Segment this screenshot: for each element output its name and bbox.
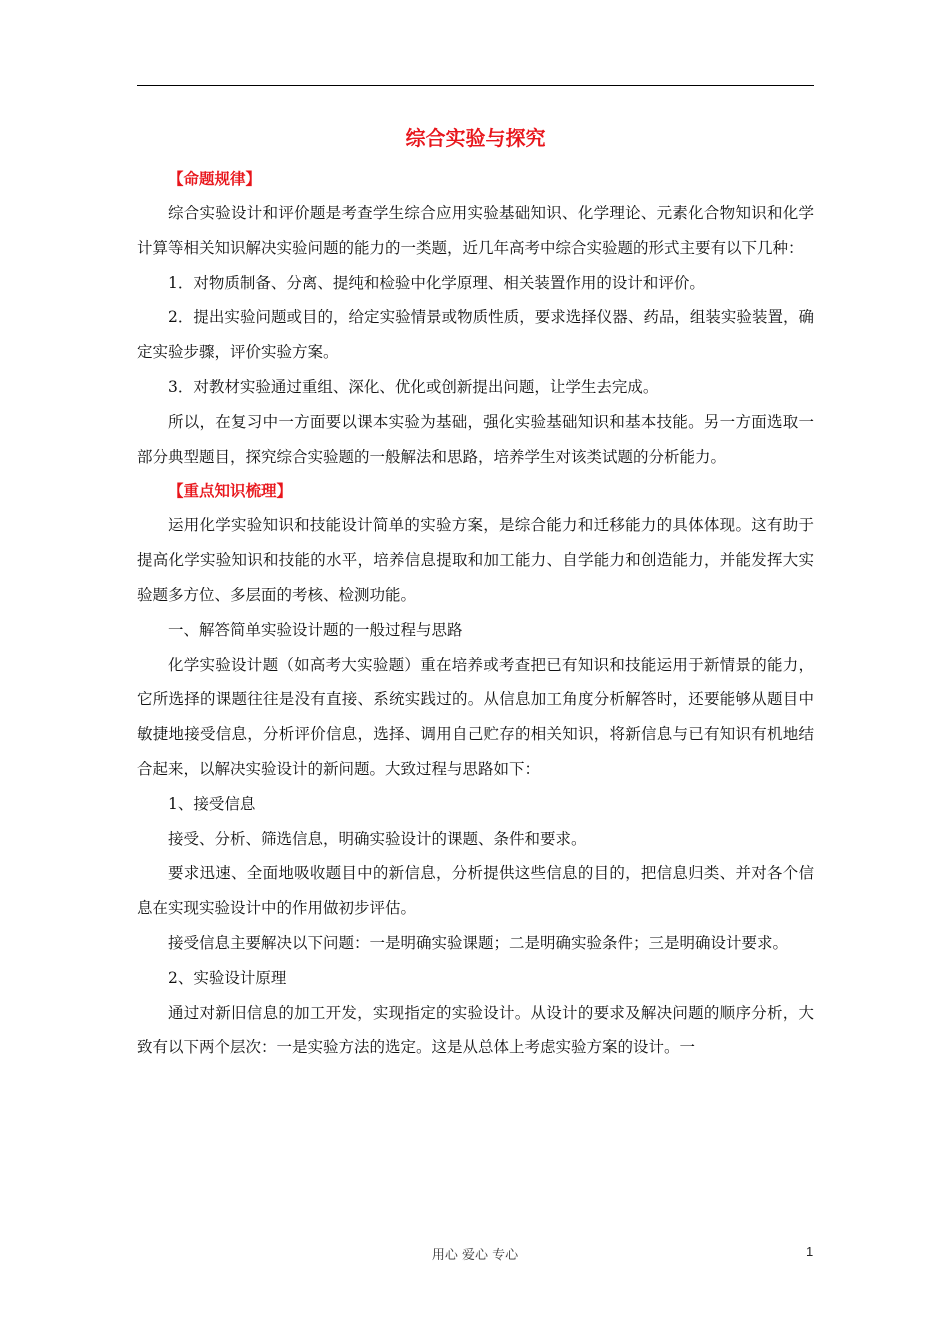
section-heading: 【命题规律】 (168, 169, 262, 188)
paragraph: 接受、分析、筛选信息，明确实验设计的课题、条件和要求。 (168, 829, 587, 848)
paragraph: 接受信息主要解决以下问题：一是明确实验课题；二是明确实验条件；三是明确设计要求。 (168, 933, 789, 952)
paragraph: 运用化学实验知识和技能设计简单的实验方案，是综合能力和迁移能力的具体体现。这有助于提高化学实验知识和技能的水平，培养信息提取和加工能力、自学能力和创造能力，并能发挥大实验题多方位、多层面的考核、检测功能。 (137, 516, 814, 604)
paragraph: 2．提出实验问题或目的，给定实验情景或物质性质，要求选择仪器、药品，组装实验装置，确定实验步骤，评价实验方案。 (137, 308, 814, 362)
paragraph: 一、解答简单实验设计题的一般过程与思路 (168, 620, 463, 639)
page-number: 1 (806, 1244, 814, 1259)
document-title: 综合实验与探究 (405, 126, 546, 150)
section-heading: 【重点知识梳理】 (168, 481, 293, 501)
paragraph: 1、接受信息 (168, 794, 256, 813)
paragraph: 要求迅速、全面地吸收题目中的新信息，分析提供这些信息的目的，把信息归类、并对各个信息在实现实验设计中的作用做初步评估。 (137, 864, 814, 918)
paragraph: 所以，在复习中一方面要以课本实验为基础，强化实验基础知识和基本技能。另一方面选取一部分典型题目，探究综合实验题的一般解法和思路，培养学生对该类试题的分析能力。 (137, 412, 814, 466)
paragraph: 3．对教材实验通过重组、深化、优化或创新提出问题，让学生去完成。 (168, 377, 659, 396)
paragraph: 通过对新旧信息的加工开发，实现指定的实验设计。从设计的要求及解决问题的顺序分析，大致有以下两个层次：一是实验方法的选定。这是从总体上考虑实验方案的设计。一 (137, 1003, 814, 1057)
paragraph: 综合实验设计和评价题是考查学生综合应用实验基础知识、化学理论、元素化合物知识和化学计算等相关知识解决实验问题的能力的一类题，近几年高考中综合实验题的形式主要有以下几种： (137, 204, 814, 257)
header-rule (137, 85, 814, 86)
footer-motto: 用心 爱心 专心 (431, 1248, 519, 1263)
document-body (137, 118, 814, 1065)
paragraph: 1．对物质制备、分离、提纯和检验中化学原理、相关装置作用的设计和评价。 (168, 273, 705, 292)
document-blocks (137, 162, 814, 1065)
paragraph: 2、实验设计原理 (168, 968, 287, 987)
paragraph: 化学实验设计题（如高考大实验题）重在培养或考查把已有知识和技能运用于新情景的能力，它所选择的课题往往是没有直接、系统实践过的。从信息加工角度分析解答时，还要能够从题目中敏捷地接受信息，分析评价信息，选择、调用自己贮存的相关知识，将新信息与已有知识有机地结合起来，以解决实验设计的新问题。大致过程与思路如下： (137, 655, 814, 778)
